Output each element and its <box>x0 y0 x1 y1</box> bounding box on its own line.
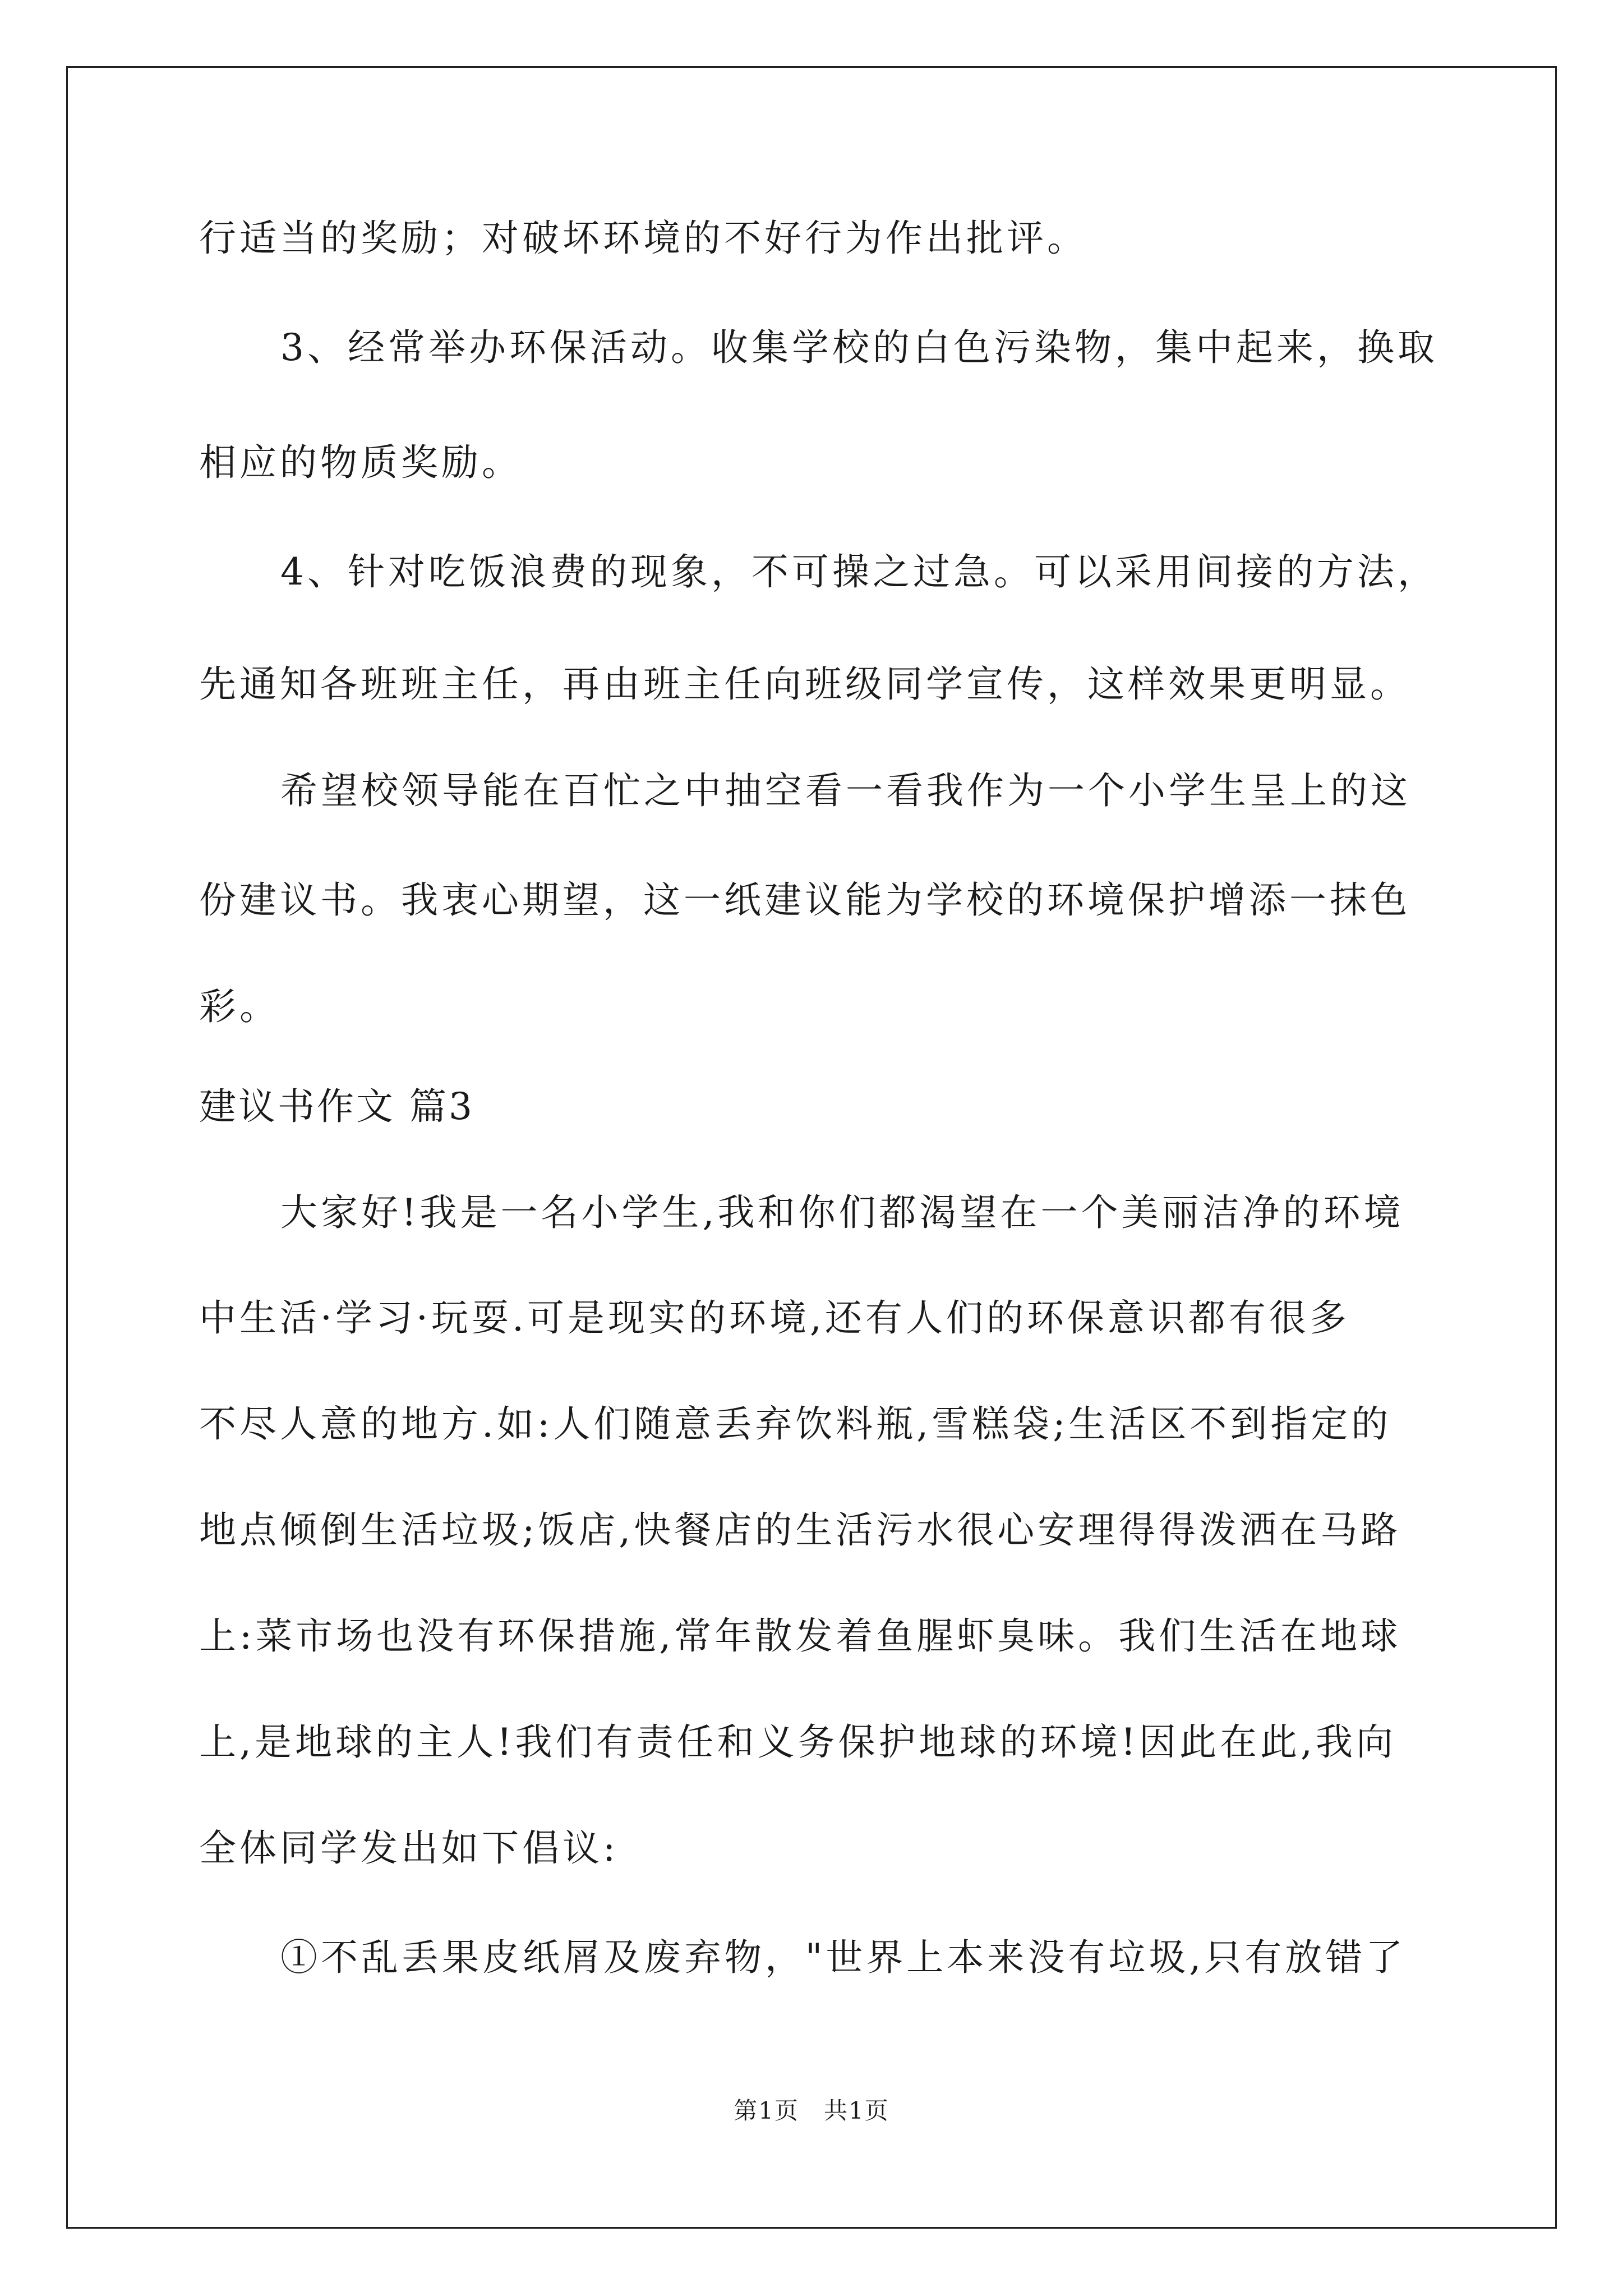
paragraph-line: 希望校领导能在百忙之中抽空看一看我作为一个小学生呈上的这 <box>280 769 1411 812</box>
page-frame <box>66 66 1557 2229</box>
paragraph-line: 彩。 <box>199 985 280 1028</box>
paragraph-line: 地点倾倒生活垃圾;饭店,快餐店的生活污水很心安理得得泼洒在马路 <box>199 1508 1401 1552</box>
paragraph-line: 3、经常举办环保活动。收集学校的白色污染物，集中起来，换取 <box>280 326 1438 369</box>
paragraph-line: 上,是地球的主人!我们有责任和义务保护地球的环境!因此在此,我向 <box>199 1720 1397 1764</box>
paragraph-line: 不尽人意的地方.如:人们随意丢弃饮料瓶,雪糕袋;生活区不到指定的 <box>199 1402 1392 1446</box>
paragraph-line: ①不乱丢果皮纸屑及废弃物，"世界上本来没有垃圾,只有放错了 <box>280 1936 1407 1979</box>
paragraph-line: 全体同学发出如下倡议: <box>199 1826 619 1870</box>
paragraph-line: 中生活·学习·玩耍.可是现实的环境,还有人们的环保意识都有很多 <box>199 1296 1350 1340</box>
paragraph-line: 4、针对吃饭浪费的现象，不可操之过急。可以采用间接的方法， <box>280 550 1438 593</box>
paragraph-line: 行适当的奖励；对破坏环境的不好行为作出批评。 <box>199 217 1087 260</box>
page-number-footer: 第1页 共1页 <box>734 2097 889 2124</box>
section-heading: 建议书作文 篇3 <box>199 1085 474 1128</box>
paragraph-line: 先通知各班班主任，再由班主任向班级同学宣传，这样效果更明显。 <box>199 662 1410 706</box>
paragraph-line: 上:菜市场也没有环保措施,常年散发着鱼腥虾臭味。我们生活在地球 <box>199 1614 1401 1658</box>
paragraph-line: 大家好!我是一名小学生,我和你们都渴望在一个美丽洁净的环境 <box>280 1191 1404 1234</box>
paragraph-line: 份建议书。我衷心期望，这一纸建议能为学校的环境保护增添一抹色 <box>199 878 1410 922</box>
paragraph-line: 相应的物质奖励。 <box>199 441 522 484</box>
